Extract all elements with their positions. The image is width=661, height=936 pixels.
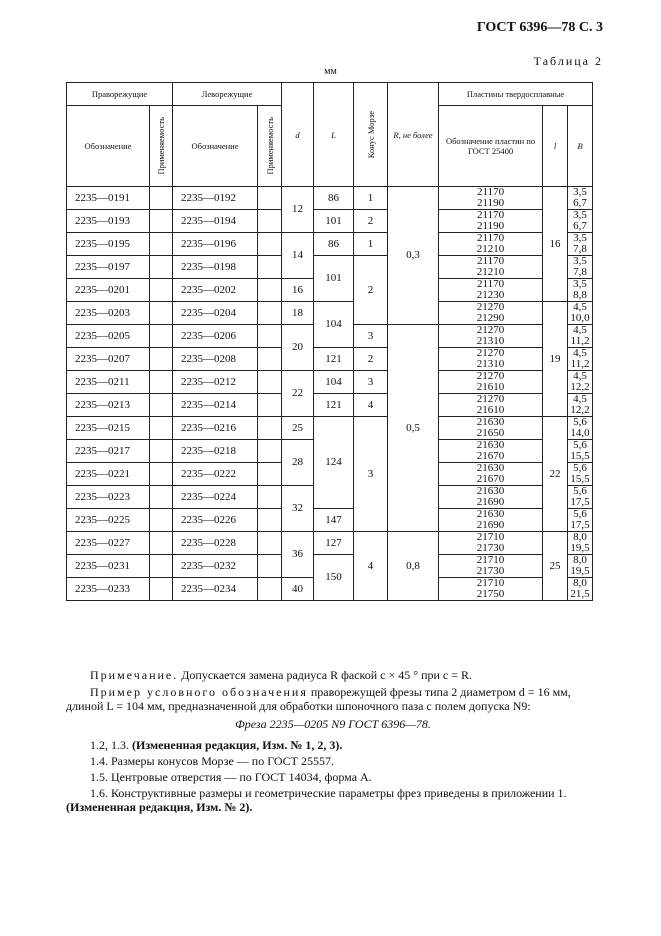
paragraph-1-5: 1.5. Центровые отверстия — по ГОСТ 14034, форма А. — [90, 770, 372, 784]
right-designation-cell: 2235—0191 — [67, 187, 150, 210]
table-row — [67, 417, 593, 440]
right-designation-cell: 2235—0215 — [67, 417, 150, 440]
plate-code: 21650 — [476, 427, 505, 439]
B-cell — [568, 348, 593, 371]
right-applicability-cell — [150, 302, 173, 325]
B-cell — [568, 371, 593, 394]
L-cell: 104 — [314, 371, 354, 394]
B-cell — [568, 325, 593, 348]
B-value: 12,2 — [570, 404, 590, 416]
col-morse — [354, 83, 388, 187]
morse-cell: 3 — [354, 325, 388, 348]
plate-designation-cell — [439, 417, 543, 440]
right-designation-cell: 2235—0207 — [67, 348, 150, 371]
plate-designation-cell — [439, 440, 543, 463]
table-row — [67, 371, 593, 394]
left-designation-cell: 2235—0204 — [173, 302, 258, 325]
left-applicability-cell — [258, 325, 282, 348]
table-row — [67, 302, 593, 325]
B-value: 21,5 — [570, 588, 590, 600]
plate-code: 21190 — [476, 197, 505, 209]
right-applicability-cell — [150, 532, 173, 555]
left-designation-cell: 2235—0194 — [173, 210, 258, 233]
B-cell — [568, 486, 593, 509]
example-label: Пример условного обозначения — [90, 685, 308, 699]
plate-code: 21630 — [476, 462, 505, 474]
example-body: праворежущей фрезы типа 2 диаметром d = 16 мм, длиной L = 104 мм, предназначенной для обработки шпоночного паза с полем допуска N9: — [66, 685, 571, 713]
left-designation-cell: 2235—0212 — [173, 371, 258, 394]
left-applicability-cell — [258, 210, 282, 233]
plate-designation-cell — [439, 325, 543, 348]
B-value: 3,5 — [573, 209, 587, 221]
table-row — [67, 348, 593, 371]
B-cell — [568, 440, 593, 463]
left-designation-cell: 2235—0192 — [173, 187, 258, 210]
table-label: Таблица 2 — [533, 54, 603, 68]
B-value: 3,5 — [573, 255, 587, 267]
B-value: 15,5 — [570, 450, 590, 462]
col-right-applicability-label: Применяемость — [156, 117, 166, 175]
B-value: 15,5 — [570, 473, 590, 485]
B-value: 4,5 — [573, 347, 587, 359]
L-cell: 121 — [314, 394, 354, 417]
right-applicability-cell — [150, 256, 173, 279]
col-left-applicability-label: Применяемость — [264, 117, 275, 175]
right-designation-cell: 2235—0211 — [67, 371, 150, 394]
plate-code: 21210 — [476, 243, 505, 255]
left-applicability-cell — [258, 440, 282, 463]
plate-code: 21690 — [476, 519, 505, 531]
B-value: 5,6 — [573, 439, 587, 451]
right-designation-cell: 2235—0227 — [67, 532, 150, 555]
plate-code: 21630 — [476, 508, 505, 520]
plate-code: 21170 — [476, 232, 505, 244]
right-applicability-cell — [150, 233, 173, 256]
d-cell: 28 — [282, 440, 314, 486]
plate-code: 21310 — [476, 335, 505, 347]
left-applicability-cell — [258, 233, 282, 256]
left-designation-cell: 2235—0214 — [173, 394, 258, 417]
right-applicability-cell — [150, 325, 173, 348]
plate-designation-cell — [439, 555, 543, 578]
left-applicability-cell — [258, 417, 282, 440]
L-cell: 121 — [314, 348, 354, 371]
col-plates: Пластины твердосплавные — [439, 83, 593, 106]
left-applicability-cell — [258, 256, 282, 279]
left-designation-cell: 2235—0228 — [173, 532, 258, 555]
l-cell: 19 — [543, 302, 568, 417]
L-cell: 150 — [314, 555, 354, 601]
example-code: Фреза 2235—0205 N9 ГОСТ 6396—78. — [235, 717, 431, 731]
right-applicability-cell — [150, 394, 173, 417]
plate-code: 21270 — [476, 347, 505, 359]
right-designation-cell: 2235—0203 — [67, 302, 150, 325]
left-designation-cell: 2235—0224 — [173, 486, 258, 509]
left-designation-cell: 2235—0232 — [173, 555, 258, 578]
unit-label: мм — [324, 66, 337, 77]
l-cell: 25 — [543, 532, 568, 601]
right-applicability-cell — [150, 279, 173, 302]
plate-code: 21310 — [476, 358, 505, 370]
plate-designation-cell — [439, 509, 543, 532]
plate-code: 21710 — [476, 554, 505, 566]
table-row — [67, 187, 593, 210]
paragraph-1-4: 1.4. Размеры конусов Морзе — по ГОСТ 25557. — [90, 754, 334, 768]
l-cell: 22 — [543, 417, 568, 532]
B-value: 7,8 — [573, 243, 587, 255]
B-cell — [568, 555, 593, 578]
right-applicability-cell — [150, 486, 173, 509]
left-applicability-cell — [258, 279, 282, 302]
d-cell: 18 — [282, 302, 314, 325]
morse-cell: 1 — [354, 233, 388, 256]
B-value: 3,5 — [573, 278, 587, 290]
plate-code: 21670 — [476, 450, 505, 462]
plate-designation-cell — [439, 463, 543, 486]
B-cell — [568, 463, 593, 486]
B-cell — [568, 509, 593, 532]
col-l: l — [543, 106, 568, 187]
plate-code: 21270 — [476, 324, 505, 336]
left-applicability-cell — [258, 486, 282, 509]
d-cell: 20 — [282, 325, 314, 371]
plate-code: 21630 — [476, 439, 505, 451]
morse-cell: 3 — [354, 417, 388, 532]
left-designation-cell: 2235—0216 — [173, 417, 258, 440]
plate-designation-cell — [439, 233, 543, 256]
left-designation-cell: 2235—0198 — [173, 256, 258, 279]
L-cell: 127 — [314, 532, 354, 555]
B-cell — [568, 578, 593, 601]
right-applicability-cell — [150, 187, 173, 210]
plate-designation-cell — [439, 371, 543, 394]
dimensions-table — [66, 82, 593, 601]
right-applicability-cell — [150, 348, 173, 371]
plate-code: 21290 — [476, 312, 505, 324]
right-applicability-cell — [150, 371, 173, 394]
plate-designation-cell — [439, 302, 543, 325]
l-cell: 16 — [543, 187, 568, 302]
d-cell: 12 — [282, 187, 314, 233]
plate-designation-cell — [439, 279, 543, 302]
B-value: 7,8 — [573, 266, 587, 278]
right-designation-cell: 2235—0193 — [67, 210, 150, 233]
d-cell: 22 — [282, 371, 314, 417]
right-designation-cell: 2235—0213 — [67, 394, 150, 417]
page-header: ГОСТ 6396—78 С. 3 — [476, 20, 603, 35]
L-cell: 86 — [314, 233, 354, 256]
plate-designation-cell — [439, 532, 543, 555]
left-designation-cell: 2235—0206 — [173, 325, 258, 348]
plate-code: 21610 — [476, 381, 505, 393]
right-applicability-cell — [150, 417, 173, 440]
col-left-applicability — [258, 106, 282, 187]
paragraph-1-6 — [66, 786, 600, 814]
L-cell: 104 — [314, 302, 354, 348]
note-label: Примечание. — [90, 668, 179, 682]
col-B: B — [568, 106, 593, 187]
left-designation-cell: 2235—0222 — [173, 463, 258, 486]
morse-cell: 4 — [354, 394, 388, 417]
table-row — [67, 555, 593, 578]
paragraph-1-6-revision: (Измененная редакция, Изм. № 2). — [66, 800, 253, 814]
r-cell: 0,8 — [388, 532, 439, 601]
r-cell: 0,5 — [388, 325, 439, 532]
plate-code: 21610 — [476, 404, 505, 416]
B-value: 8,0 — [573, 531, 587, 543]
B-value: 4,5 — [573, 393, 587, 405]
morse-cell: 2 — [354, 256, 388, 325]
plate-designation-cell — [439, 187, 543, 210]
B-value: 17,5 — [570, 496, 590, 508]
right-designation-cell: 2235—0201 — [67, 279, 150, 302]
right-applicability-cell — [150, 440, 173, 463]
B-value: 12,2 — [570, 381, 590, 393]
right-designation-cell: 2235—0221 — [67, 463, 150, 486]
plate-code: 21170 — [476, 186, 505, 198]
B-cell — [568, 210, 593, 233]
col-left-designation: Обозначение — [173, 106, 258, 187]
d-cell: 40 — [282, 578, 314, 601]
plate-designation-cell — [439, 486, 543, 509]
morse-cell: 3 — [354, 371, 388, 394]
plate-code: 21170 — [476, 209, 505, 221]
plate-code: 21210 — [476, 266, 505, 278]
col-r: R, не более — [388, 83, 439, 187]
plate-code: 21630 — [476, 485, 505, 497]
right-designation-cell: 2235—0231 — [67, 555, 150, 578]
B-value: 5,6 — [573, 462, 587, 474]
B-value: 5,6 — [573, 508, 587, 520]
B-cell — [568, 302, 593, 325]
right-designation-cell: 2235—0223 — [67, 486, 150, 509]
left-applicability-cell — [258, 463, 282, 486]
plate-code: 21170 — [476, 278, 505, 290]
B-cell — [568, 279, 593, 302]
B-value: 10,0 — [570, 312, 590, 324]
left-designation-cell: 2235—0226 — [173, 509, 258, 532]
B-value: 6,7 — [573, 197, 587, 209]
left-designation-cell: 2235—0202 — [173, 279, 258, 302]
B-cell — [568, 394, 593, 417]
plate-code: 21750 — [476, 588, 505, 600]
B-value: 6,7 — [573, 220, 587, 232]
morse-cell: 4 — [354, 532, 388, 601]
left-applicability-cell — [258, 578, 282, 601]
right-applicability-cell — [150, 578, 173, 601]
plate-code: 21710 — [476, 531, 505, 543]
plate-code: 21690 — [476, 496, 505, 508]
plate-code: 21630 — [476, 416, 505, 428]
morse-cell: 2 — [354, 348, 388, 371]
B-value: 19,5 — [570, 542, 590, 554]
left-designation-cell: 2235—0208 — [173, 348, 258, 371]
B-value: 5,6 — [573, 485, 587, 497]
right-designation-cell: 2235—0195 — [67, 233, 150, 256]
L-cell: 86 — [314, 187, 354, 210]
left-applicability-cell — [258, 394, 282, 417]
col-morse-label: Конус Морзе — [365, 110, 376, 159]
right-applicability-cell — [150, 509, 173, 532]
left-applicability-cell — [258, 348, 282, 371]
plate-designation-cell — [439, 394, 543, 417]
B-value: 3,5 — [573, 232, 587, 244]
morse-cell: 2 — [354, 210, 388, 233]
B-cell — [568, 233, 593, 256]
right-designation-cell: 2235—0205 — [67, 325, 150, 348]
L-cell: 147 — [314, 509, 354, 532]
paragraph-1-2-number: 1.2, 1.3. — [90, 738, 129, 752]
d-cell: 36 — [282, 532, 314, 578]
plate-code: 21230 — [476, 289, 505, 301]
B-cell — [568, 532, 593, 555]
d-cell: 25 — [282, 417, 314, 440]
L-cell: 124 — [314, 417, 354, 509]
morse-cell: 1 — [354, 187, 388, 210]
table-row — [67, 509, 593, 532]
table-row — [67, 210, 593, 233]
col-L: L — [314, 83, 354, 187]
right-applicability-cell — [150, 555, 173, 578]
left-applicability-cell — [258, 371, 282, 394]
B-value: 4,5 — [573, 324, 587, 336]
right-designation-cell: 2235—0197 — [67, 256, 150, 279]
example-paragraph — [66, 685, 600, 713]
B-value: 3,5 — [573, 186, 587, 198]
table-row — [67, 394, 593, 417]
plate-code: 21270 — [476, 301, 505, 313]
plate-code: 21270 — [476, 393, 505, 405]
r-cell: 0,3 — [388, 187, 439, 325]
col-right-designation: Обозначение — [67, 106, 150, 187]
plate-code: 21270 — [476, 370, 505, 382]
B-value: 8,8 — [573, 289, 587, 301]
B-value: 5,6 — [573, 416, 587, 428]
col-left-hand: Леворежущие — [173, 83, 282, 106]
right-designation-cell: 2235—0225 — [67, 509, 150, 532]
right-designation-cell: 2235—0217 — [67, 440, 150, 463]
col-right-hand: Праворежущие — [67, 83, 173, 106]
plate-code: 21170 — [476, 255, 505, 267]
B-value: 17,5 — [570, 519, 590, 531]
plate-designation-cell — [439, 256, 543, 279]
left-applicability-cell — [258, 532, 282, 555]
plate-designation-cell — [439, 210, 543, 233]
paragraph-1-2-revision: (Измененная редакция, Изм. № 1, 2, 3). — [132, 738, 343, 752]
plate-designation-cell — [439, 578, 543, 601]
d-cell: 32 — [282, 486, 314, 532]
table-row — [67, 233, 593, 256]
table-note — [90, 668, 600, 682]
plate-code: 21670 — [476, 473, 505, 485]
B-value: 11,2 — [570, 335, 590, 347]
B-value: 8,0 — [573, 577, 587, 589]
left-applicability-cell — [258, 187, 282, 210]
table-row — [67, 532, 593, 555]
B-cell — [568, 187, 593, 210]
plate-code: 21730 — [476, 565, 505, 577]
left-applicability-cell — [258, 302, 282, 325]
plate-designation-cell — [439, 348, 543, 371]
col-plate-designation: Обозначение пластин по ГОСТ 25400 — [439, 106, 543, 187]
plate-code: 21190 — [476, 220, 505, 232]
right-applicability-cell — [150, 210, 173, 233]
B-value: 8,0 — [573, 554, 587, 566]
B-value: 4,5 — [573, 301, 587, 313]
right-applicability-cell — [150, 463, 173, 486]
d-cell: 14 — [282, 233, 314, 279]
plate-code: 21710 — [476, 577, 505, 589]
note-body: Допускается замена радиуса R фаской c × 45 ° при c = R. — [181, 668, 473, 682]
left-applicability-cell — [258, 555, 282, 578]
col-d: d — [282, 83, 314, 187]
B-value: 19,5 — [570, 565, 590, 577]
B-value: 11,2 — [570, 358, 590, 370]
paragraph-1-2 — [90, 738, 600, 752]
plate-code: 21730 — [476, 542, 505, 554]
B-cell — [568, 256, 593, 279]
L-cell: 101 — [314, 210, 354, 233]
table-row — [67, 256, 593, 279]
left-applicability-cell — [258, 509, 282, 532]
right-designation-cell: 2235—0233 — [67, 578, 150, 601]
table-body — [67, 187, 593, 601]
B-cell — [568, 417, 593, 440]
left-designation-cell: 2235—0218 — [173, 440, 258, 463]
left-designation-cell: 2235—0196 — [173, 233, 258, 256]
col-right-applicability — [150, 106, 173, 187]
L-cell: 101 — [314, 256, 354, 302]
paragraph-1-6-body: 1.6. Конструктивные размеры и геометрические параметры фрез приведены в приложении 1. — [90, 786, 567, 800]
B-value: 14,0 — [570, 427, 590, 439]
d-cell: 16 — [282, 279, 314, 302]
B-value: 4,5 — [573, 370, 587, 382]
left-designation-cell: 2235—0234 — [173, 578, 258, 601]
